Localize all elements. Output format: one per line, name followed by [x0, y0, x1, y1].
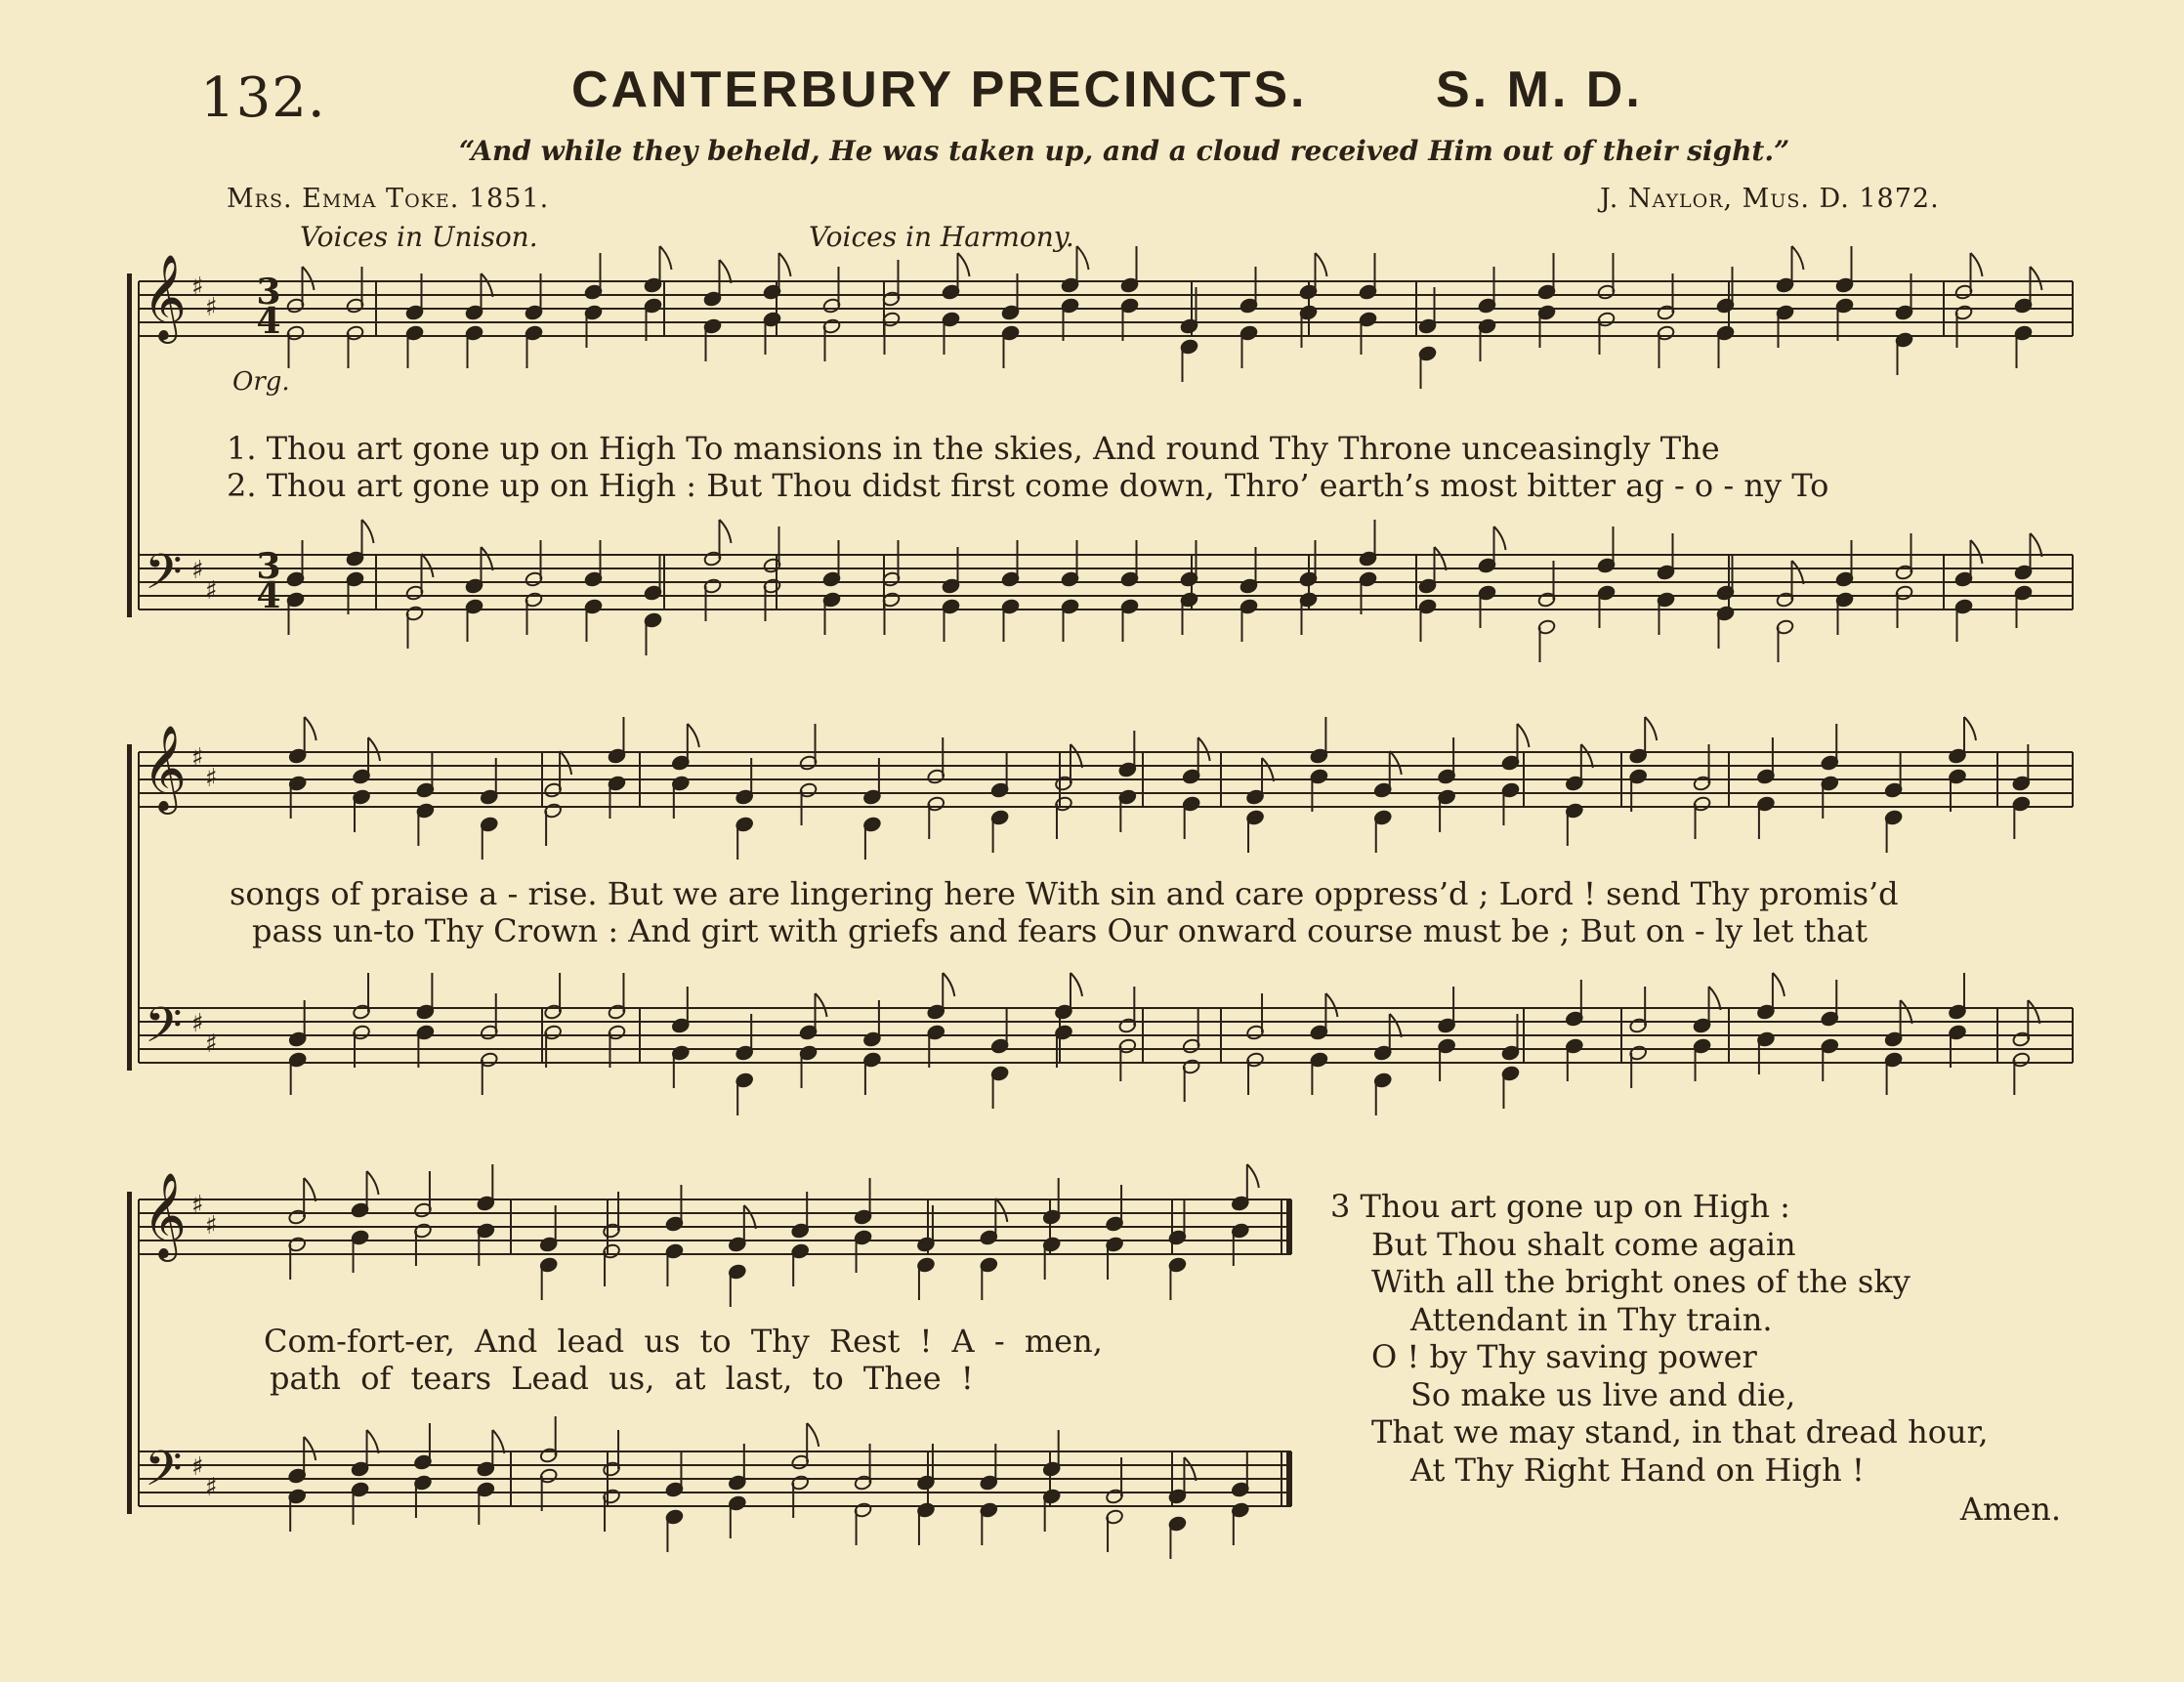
note-flag	[779, 253, 791, 276]
note-flag	[1964, 717, 1976, 740]
sharp-sign: ♯	[191, 1009, 204, 1038]
treble-clef: 𝄞	[143, 724, 187, 811]
note-flag	[304, 1437, 315, 1460]
direction-unison: Voices in Unison.	[300, 221, 538, 253]
note-flag	[660, 246, 672, 270]
hymn-title: CANTERBURY PRECINCTS.	[571, 62, 1308, 118]
note-flag	[1581, 744, 1593, 768]
note-flag	[362, 520, 374, 543]
lyrics-system2-verse2: pass un-to Thy Crown : And girt with griefs and fears Our onward course must be ; But on - ly let that	[252, 912, 1868, 949]
system-brace	[127, 744, 132, 1071]
note-flag	[1709, 987, 1721, 1010]
note-flag	[1435, 547, 1447, 570]
note-flag	[1077, 246, 1089, 270]
lyrics-system3-verse1: Com-fort-er, And lead us to Thy Rest ! A - men,	[264, 1323, 1103, 1360]
note-flag	[995, 1198, 1007, 1222]
note-flag	[1316, 253, 1327, 276]
direction-organ: Org.	[232, 367, 290, 397]
hymn-meter: S. M. D.	[1436, 62, 1643, 118]
lyrics-system2-verse1: songs of praise a - rise. But we are lingering here With sin and care oppress’d ; Lord ! send Thy promis’d	[230, 875, 1899, 912]
note-flag	[943, 973, 954, 996]
bass-clef: 𝄢	[145, 997, 183, 1066]
sharp-sign: ♯	[205, 293, 218, 322]
treble-clef: 𝄞	[143, 253, 187, 340]
sharp-sign: ♯	[205, 576, 218, 606]
note-flag	[560, 751, 571, 775]
time-signature-treble	[252, 272, 285, 342]
sharp-sign: ♯	[205, 1211, 218, 1240]
note-flag	[1773, 973, 1785, 996]
verse-3	[1330, 1188, 2073, 1529]
hymn-number: 132.	[200, 66, 326, 130]
note-flag	[1198, 737, 1210, 761]
note-flag	[1792, 246, 1804, 270]
note-flag	[422, 554, 434, 577]
treble-clef: 𝄞	[143, 1171, 187, 1258]
time-signature-denominator: 4	[256, 575, 281, 616]
time-signature-numerator: 3	[256, 546, 281, 587]
time-signature-numerator: 3	[256, 272, 281, 313]
verse3-amen: Amen.	[1959, 1491, 2061, 1528]
sharp-sign: ♯	[191, 556, 204, 585]
author-credit: Mrs. Emma Toke. 1851.	[227, 184, 550, 214]
sharp-sign: ♯	[191, 743, 204, 773]
bass-clef: 𝄢	[145, 544, 183, 612]
verse3-line: That we may stand, in that dread hour,	[1371, 1413, 1989, 1451]
note-flag	[304, 1178, 315, 1201]
verse3-line: At Thy Right Hand on High !	[1410, 1451, 1865, 1489]
note-flag	[482, 273, 493, 297]
note-flag	[1184, 1457, 1196, 1481]
note-flag	[492, 1430, 504, 1453]
note-flag	[1071, 973, 1082, 996]
note-flag	[2031, 267, 2042, 290]
sharp-sign: ♯	[191, 1191, 204, 1220]
note-flag	[2031, 533, 2042, 557]
sharp-sign: ♯	[205, 764, 218, 793]
lyrics-system3-verse2: path of tears Lead us, at last, to Thee !	[270, 1360, 974, 1397]
note-flag	[816, 993, 827, 1017]
note-flag	[1390, 751, 1402, 775]
note-flag	[744, 1205, 756, 1229]
epigraph: “And while they beheld, He was taken up, and a cloud received Him out of their sight.”	[459, 135, 1790, 167]
note-flag	[807, 1423, 819, 1447]
note-flag	[1325, 993, 1337, 1017]
note-flag	[1792, 561, 1804, 584]
note-flag	[1901, 1000, 1912, 1024]
note-flag	[368, 737, 380, 761]
note-flag	[482, 547, 493, 570]
note-flag	[720, 260, 732, 283]
time-signature-denominator: 4	[256, 301, 281, 342]
note-flag	[303, 267, 315, 290]
note-flag	[1971, 253, 1983, 276]
verse3-line: 3 Thou art gone up on High :	[1330, 1188, 1790, 1225]
system-brace	[127, 1192, 132, 1514]
verse3-line: So make us live and die,	[1410, 1375, 1796, 1413]
note-flag	[720, 520, 732, 543]
note-flag	[1247, 1164, 1259, 1188]
note-flag	[1494, 526, 1506, 550]
verse3-line: O ! by Thy saving power	[1371, 1338, 1757, 1375]
sharp-sign: ♯	[205, 1473, 218, 1502]
bass-clef: 𝄢	[145, 1441, 183, 1509]
note-flag	[688, 724, 699, 747]
system-brace	[127, 273, 132, 617]
note-flag	[1971, 540, 1983, 564]
lyrics-system1-verse2: 2. Thou art gone up on High : But Thou didst first come down, Thro’ earth’s most bitter ag - o - ny To	[227, 467, 1829, 504]
sharp-sign: ♯	[205, 1030, 218, 1059]
composer-credit: J. Naylor, Mus. D. 1872.	[1600, 184, 1940, 214]
note-flag	[1517, 724, 1529, 747]
note-flag	[367, 1171, 379, 1195]
sharp-sign: ♯	[191, 1452, 204, 1482]
note-flag	[958, 253, 970, 276]
note-flag	[1071, 744, 1082, 768]
verse3-line: With all the bright ones of the sky	[1371, 1263, 1911, 1300]
lyrics-system1-verse1: 1. Thou art gone up on High To mansions in the skies, And round Thy Throne unceasingly The	[227, 430, 1720, 467]
verse3-line: But Thou shalt come again	[1371, 1225, 1796, 1263]
note-flag	[305, 717, 316, 740]
time-signature-bass	[252, 546, 285, 616]
note-flag	[367, 1430, 379, 1453]
note-flag	[1645, 717, 1657, 740]
note-flag	[2028, 1000, 2039, 1024]
sharp-sign: ♯	[191, 273, 204, 302]
note-flag	[1390, 1014, 1402, 1037]
direction-harmony: Voices in Harmony.	[809, 221, 1074, 253]
note-flag	[1262, 758, 1274, 781]
verse3-line: Attendant in Thy train.	[1410, 1300, 1773, 1338]
